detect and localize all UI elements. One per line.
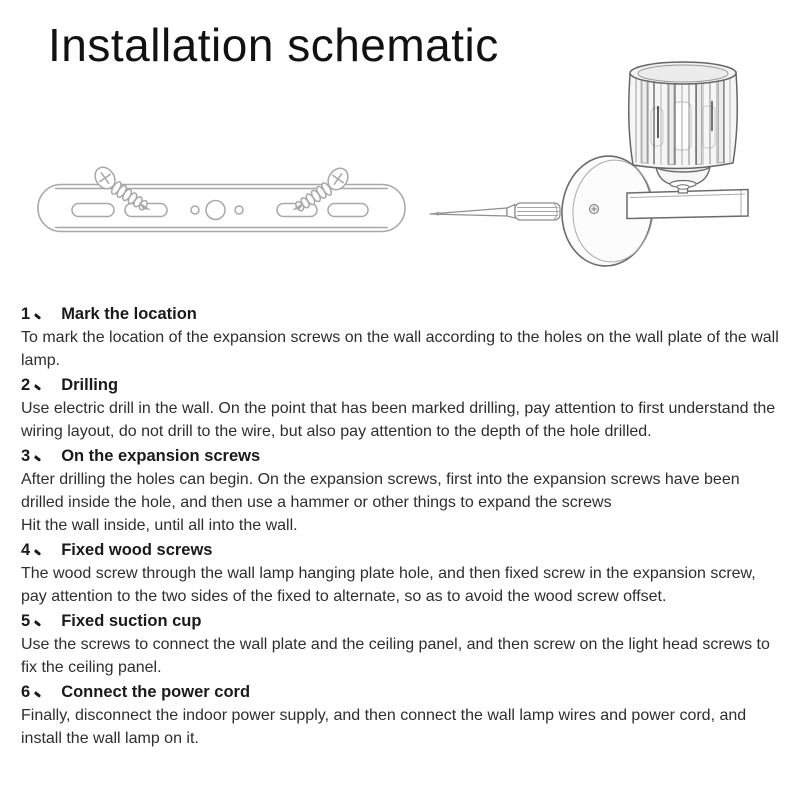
crystal-wall-lamp-drawing (552, 46, 767, 281)
step-body-line: pay attention to the two sides of the fixed to alternate, so as to avoid the wood screw offset. (21, 588, 667, 605)
step-number: 6 (21, 683, 31, 701)
screwdriver-icon (424, 190, 564, 232)
step-body-line: Use electric drill in the wall. On the point that has been marked drilling, pay attention to first understand the (21, 400, 776, 417)
ideographic-comma-mark (34, 384, 41, 391)
step-number: 5 (21, 612, 31, 630)
disc-screw (590, 205, 599, 214)
page-title: Installation schematic (48, 19, 499, 71)
ideographic-comma-mark (34, 691, 41, 698)
wall-plate-drawing (28, 164, 413, 242)
step-6-heading (21, 681, 791, 704)
step-body-line: Use the screws to connect the wall plate and the ceiling panel, and then screw on the light head screws to (21, 636, 770, 653)
step-body-line: Finally, disconnect the indoor power supply, and then connect the wall lamp wires and power cord, and (21, 707, 747, 724)
step-body-line: wiring layout, do not drill to the wire, but also pay attention to the depth of the hole drilled. (21, 423, 652, 440)
step-title: On the expansion screws (61, 447, 261, 465)
wall-plate-illustration (28, 164, 413, 247)
step-4-heading (21, 539, 791, 562)
step-title: Connect the power cord (61, 683, 251, 701)
step-number: 2 (21, 376, 31, 394)
step-5 (21, 610, 791, 679)
step-2-heading (21, 374, 791, 397)
step-body-line: drilled inside the hole, and then use a hammer or other things to expand the screws (21, 494, 612, 511)
step-title: Drilling (61, 376, 119, 394)
step-3-heading (21, 445, 791, 468)
step-6 (21, 681, 791, 750)
step-title: Fixed wood screws (61, 541, 213, 559)
ideographic-comma-mark (34, 455, 41, 462)
step-4 (21, 539, 791, 608)
ideographic-comma-mark (34, 313, 41, 320)
wall-lamp-illustration (552, 46, 767, 286)
step-body-line: install the wall lamp on it. (21, 730, 199, 747)
ideographic-comma-mark (34, 620, 41, 627)
step-body-line: Hit the wall inside, until all into the wall. (21, 517, 298, 534)
step-body-line: lamp. (21, 352, 61, 369)
step-number: 3 (21, 447, 31, 465)
step-body-line: fix the ceiling panel. (21, 659, 162, 676)
step-body-line: To mark the location of the expansion screws on the wall according to the holes on the wall plate of the wall (21, 329, 779, 346)
wall-plate-outline (38, 185, 405, 232)
step-title: Mark the location (61, 305, 197, 323)
step-1-heading (21, 303, 791, 326)
ideographic-comma-mark (34, 549, 41, 556)
lamp-arm (627, 190, 748, 219)
screwdriver-body (430, 203, 560, 220)
step-body-line: After drilling the holes can begin. On the expansion screws, first into the expansion screws have been (21, 471, 740, 488)
step-3 (21, 445, 791, 537)
step-number: 1 (21, 305, 31, 323)
step-number: 4 (21, 541, 31, 559)
step-1 (21, 303, 791, 372)
screwdriver-illustration (424, 190, 564, 237)
step-5-heading (21, 610, 791, 633)
step-2 (21, 374, 791, 443)
crystal-shade (629, 62, 737, 169)
step-body-line: The wood screw through the wall lamp hanging plate hole, and then fixed screw in the expansion screw, (21, 565, 756, 582)
instruction-steps (21, 303, 791, 750)
step-title: Fixed suction cup (61, 612, 202, 630)
